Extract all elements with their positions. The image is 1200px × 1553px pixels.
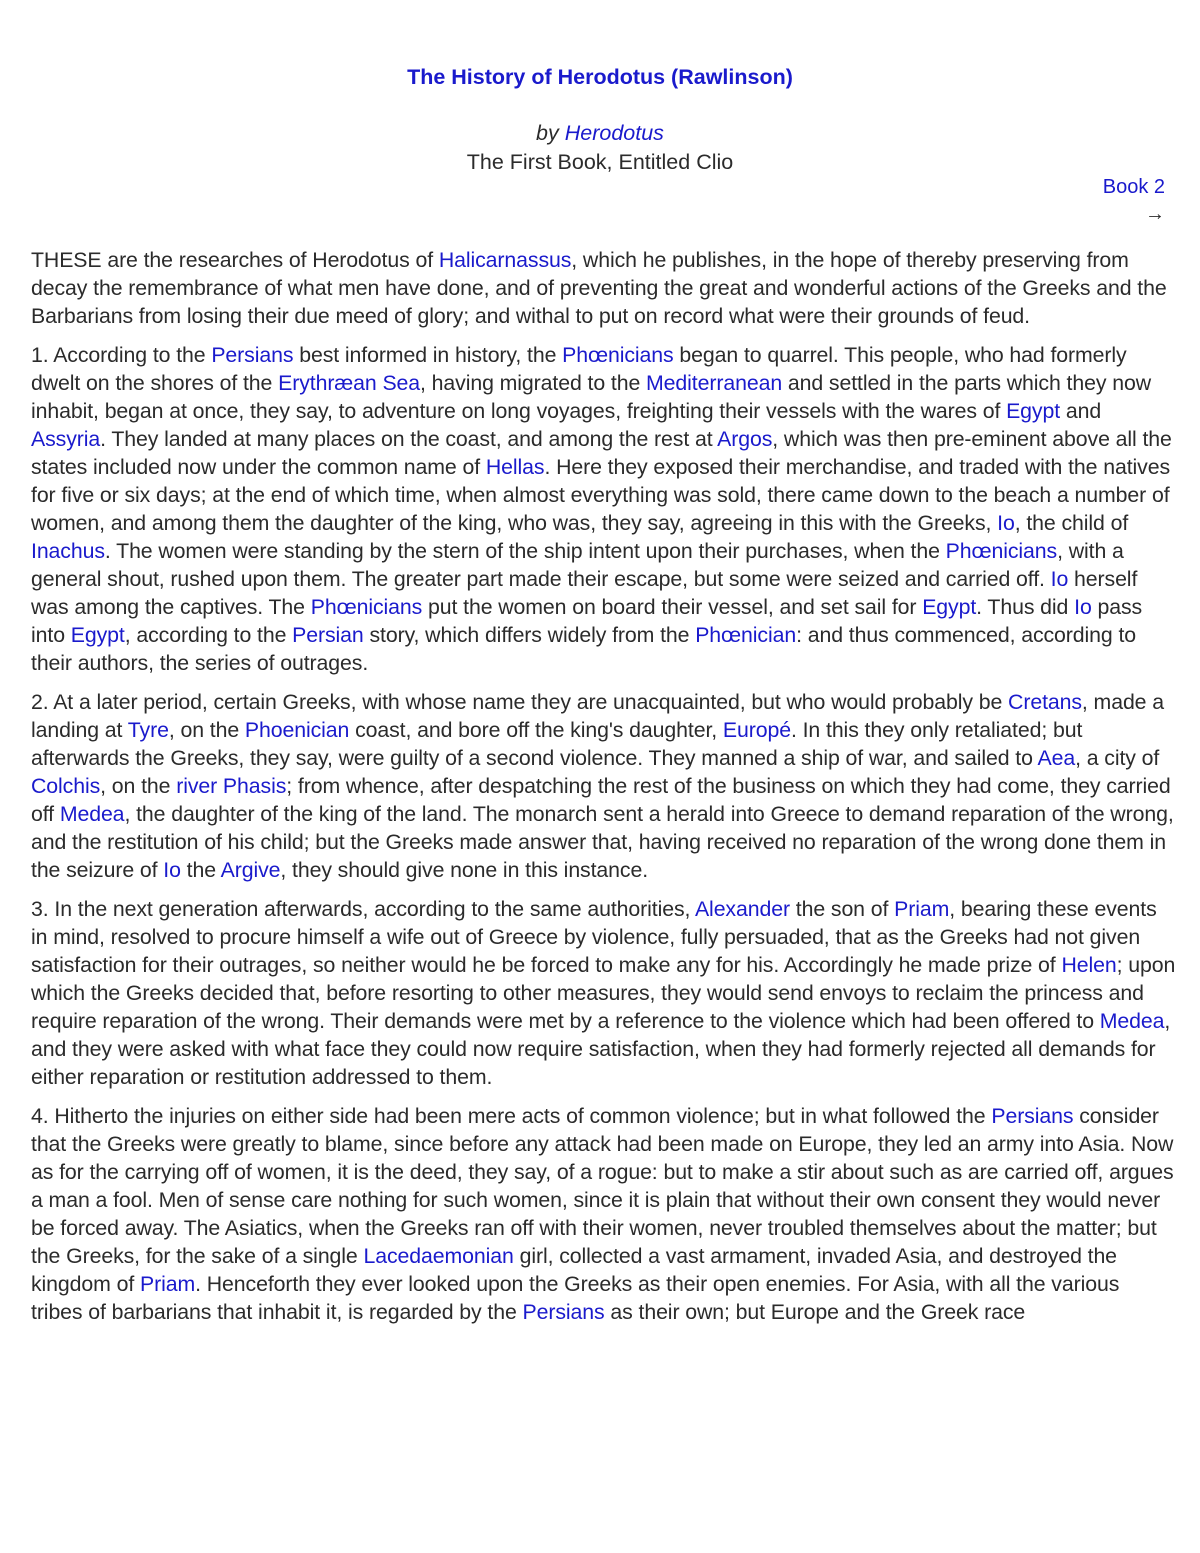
by-prefix: by [536,121,565,145]
text-run: . The women were standing by the stern of the ship intent upon their purchases, when the [104,539,946,563]
right-arrow-icon: → [1145,203,1165,225]
document-body [31,246,1176,1337]
page-title: The History of Herodotus (Rawlinson) [407,65,793,89]
text-run: 4. Hitherto the injuries on either side had been mere acts of common violence; but in what followed the [31,1104,992,1128]
term-link[interactable]: Inachus [31,539,105,563]
term-link[interactable]: Helen [1061,953,1117,977]
text-run: girl, collected a vast armament, invaded Asia, and destroyed the kingdom of [31,1244,1117,1296]
term-link[interactable]: Persians [211,343,294,367]
term-link[interactable]: Phœnician [695,623,797,647]
chapter-paragraph-1 [31,341,1176,677]
term-link[interactable]: Tyre [127,718,169,742]
book-subtitle: The First Book, Entitled Clio [466,150,734,174]
term-link[interactable]: Europé [722,718,791,742]
text-run: consider that the Greeks were greatly to blame, since before any attack had been made on Europe, they led an army into Asia. Now as for the carrying off of women, it is the deed, they say, of a rogue: but to make a stir about such as are carried off, argues a man a fool. Men of sense care nothing for such women, since it is plain that without their own consent they would never be forced away. The Asiatics, when the Greeks ran off with their women, never troubled themselves about the matter; but the Greeks, for the sake of a single [31,1104,1174,1268]
text-run: ; from whence, after despatching the rest of the business on which they had come, they carried off [31,774,1171,826]
term-link[interactable]: Aea [1037,746,1076,770]
term-link[interactable]: Hellas [485,455,545,479]
term-link[interactable]: Phoenician [244,718,350,742]
term-link[interactable]: Priam [140,1272,196,1296]
text-run: , the daughter of the king of the land. The monarch sent a herald into Greece to demand reparation of the wrong, and the restitution of his child; but the Greeks made answer that, having received no reparation of the wrong done them in the seizure of [31,802,1174,882]
term-link[interactable]: Io [1050,567,1069,591]
text-run: story, which differs widely from the [363,623,696,647]
text-run: the son of [789,897,895,921]
term-link[interactable]: Io [1074,595,1092,619]
next-book-link[interactable]: Book 2 [1102,176,1165,198]
intro-paragraph [31,246,1176,330]
term-link[interactable]: Colchis [31,774,101,798]
term-link[interactable]: Erythræan Sea [278,371,421,395]
text-run: THESE are the researches of Herodotus of [31,248,439,272]
text-run: 3. In the next generation afterwards, according to the same authorities, [31,897,695,921]
text-run: . Here they exposed their merchandise, and traded with the natives for five or six days; at the end of which time, when almost everything was sold, there came down to the beach a number of women, and among them the daughter of the king, who was, they say, agreeing in this with the Greeks, [31,455,1171,535]
term-link[interactable]: Egypt [1006,399,1061,423]
term-link[interactable]: Medea [1099,1009,1165,1033]
text-run: and settled in the parts which they now inhabit, began at once, they say, to adventure on long voyages, freighting their vessels with the wares of [31,371,1151,423]
text-run: as their own; but Europe and the Greek race [604,1300,1026,1324]
text-run: . They landed at many places on the coast, and among the rest at [100,427,718,451]
text-run: best informed in history, the [293,343,563,367]
text-run: , according to the [124,623,293,647]
text-run: , on the [168,718,245,742]
text-run: , made a landing at [31,690,1164,742]
term-link[interactable]: Phœnicians [310,595,423,619]
term-link[interactable]: Halicarnassus [438,248,572,272]
term-link[interactable]: Medea [59,802,125,826]
text-run: , on the [100,774,177,798]
chapter-paragraph-2 [31,688,1176,884]
term-link[interactable]: Io [997,511,1015,535]
term-link[interactable]: Argos [717,427,773,451]
text-run: began to quarrel. This people, who had formerly dwelt on the shores of the [31,343,1127,395]
text-run: , the child of [1014,511,1129,535]
chapter-paragraph-4 [31,1102,1176,1326]
text-run: 1. According to the [31,343,212,367]
term-link[interactable]: Mediterranean [646,371,783,395]
text-run: pass into [31,595,1143,647]
text-run: herself was among the captives. The [31,567,1138,619]
term-link[interactable]: river Phasis [176,774,287,798]
text-run: ; upon which the Greeks decided that, before resorting to other measures, they would send envoys to reclaim the princess and require reparation of the wrong. Their demands were met by a reference to the violence which had been offered to [31,953,1176,1033]
text-run: , a city of [1075,746,1160,770]
term-link[interactable]: Persian [292,623,364,647]
byline [0,119,1200,147]
text-run: , which was then pre-eminent above all the states included now under the common name of [31,427,1172,479]
text-run: , with a general shout, rushed upon them. The greater part made their escape, but some were seized and carried off. [31,539,1124,591]
term-link[interactable]: Cretans [1008,690,1082,714]
text-run: the [180,858,221,882]
text-run: put the women on board their vessel, and set sail for [422,595,923,619]
text-run: 2. At a later period, certain Greeks, with whose name they are unacquainted, but who would probably be [31,690,1009,714]
text-run: : and thus commenced, according to their authors, the series of outrages. [31,623,1137,675]
next-book-nav [1103,174,1165,228]
text-run: . In this they only retaliated; but afterwards the Greeks, they say, were guilty of a second violence. They manned a ship of war, and sailed to [31,718,1083,770]
term-link[interactable]: Persians [991,1104,1074,1128]
term-link[interactable]: Io [163,858,181,882]
term-link[interactable]: Lacedaemonian [363,1244,514,1268]
term-link[interactable]: Egypt [922,595,977,619]
text-run: , bearing these events in mind, resolved to procure himself a wife out of Greece by violence, fully persuaded, that as the Greeks had not given satisfaction for their outrages, so neither would he be forced to make any for his. Accordingly he made prize of [31,897,1157,977]
text-run: , and they were asked with what face they could now require satisfaction, when they had formerly rejected all demands for either reparation or restitution addressed to them. [31,1009,1171,1089]
text-run: , which he publishes, in the hope of thereby preserving from decay the remembrance of what men have done, and of preventing the great and wonderful actions of the Greeks and the Barbarians from losing their due meed of glory; and withal to put on record what were their grounds of feud. [31,248,1167,328]
text-run: . Thus did [976,595,1075,619]
term-link[interactable]: Egypt [70,623,125,647]
term-link[interactable]: Priam [894,897,950,921]
term-link[interactable]: Persians [522,1300,605,1324]
term-link[interactable]: Phœnicians [562,343,674,367]
term-link[interactable]: Argive [220,858,281,882]
term-link[interactable]: Assyria [31,427,101,451]
text-run: , having migrated to the [420,371,647,395]
text-run: . Henceforth they ever looked upon the Greeks as their open enemies. For Asia, with all the various tribes of barbarians that inhabit it, is regarded by the [31,1272,1120,1324]
term-link[interactable]: Phœnicians [945,539,1058,563]
chapter-paragraph-3 [31,895,1176,1091]
term-link[interactable]: Alexander [694,897,790,921]
author-link[interactable]: Herodotus [564,121,664,145]
text-run: , they should give none in this instance. [280,858,649,882]
text-run: coast, and bore off the king's daughter, [349,718,723,742]
text-run: and [1060,399,1102,423]
